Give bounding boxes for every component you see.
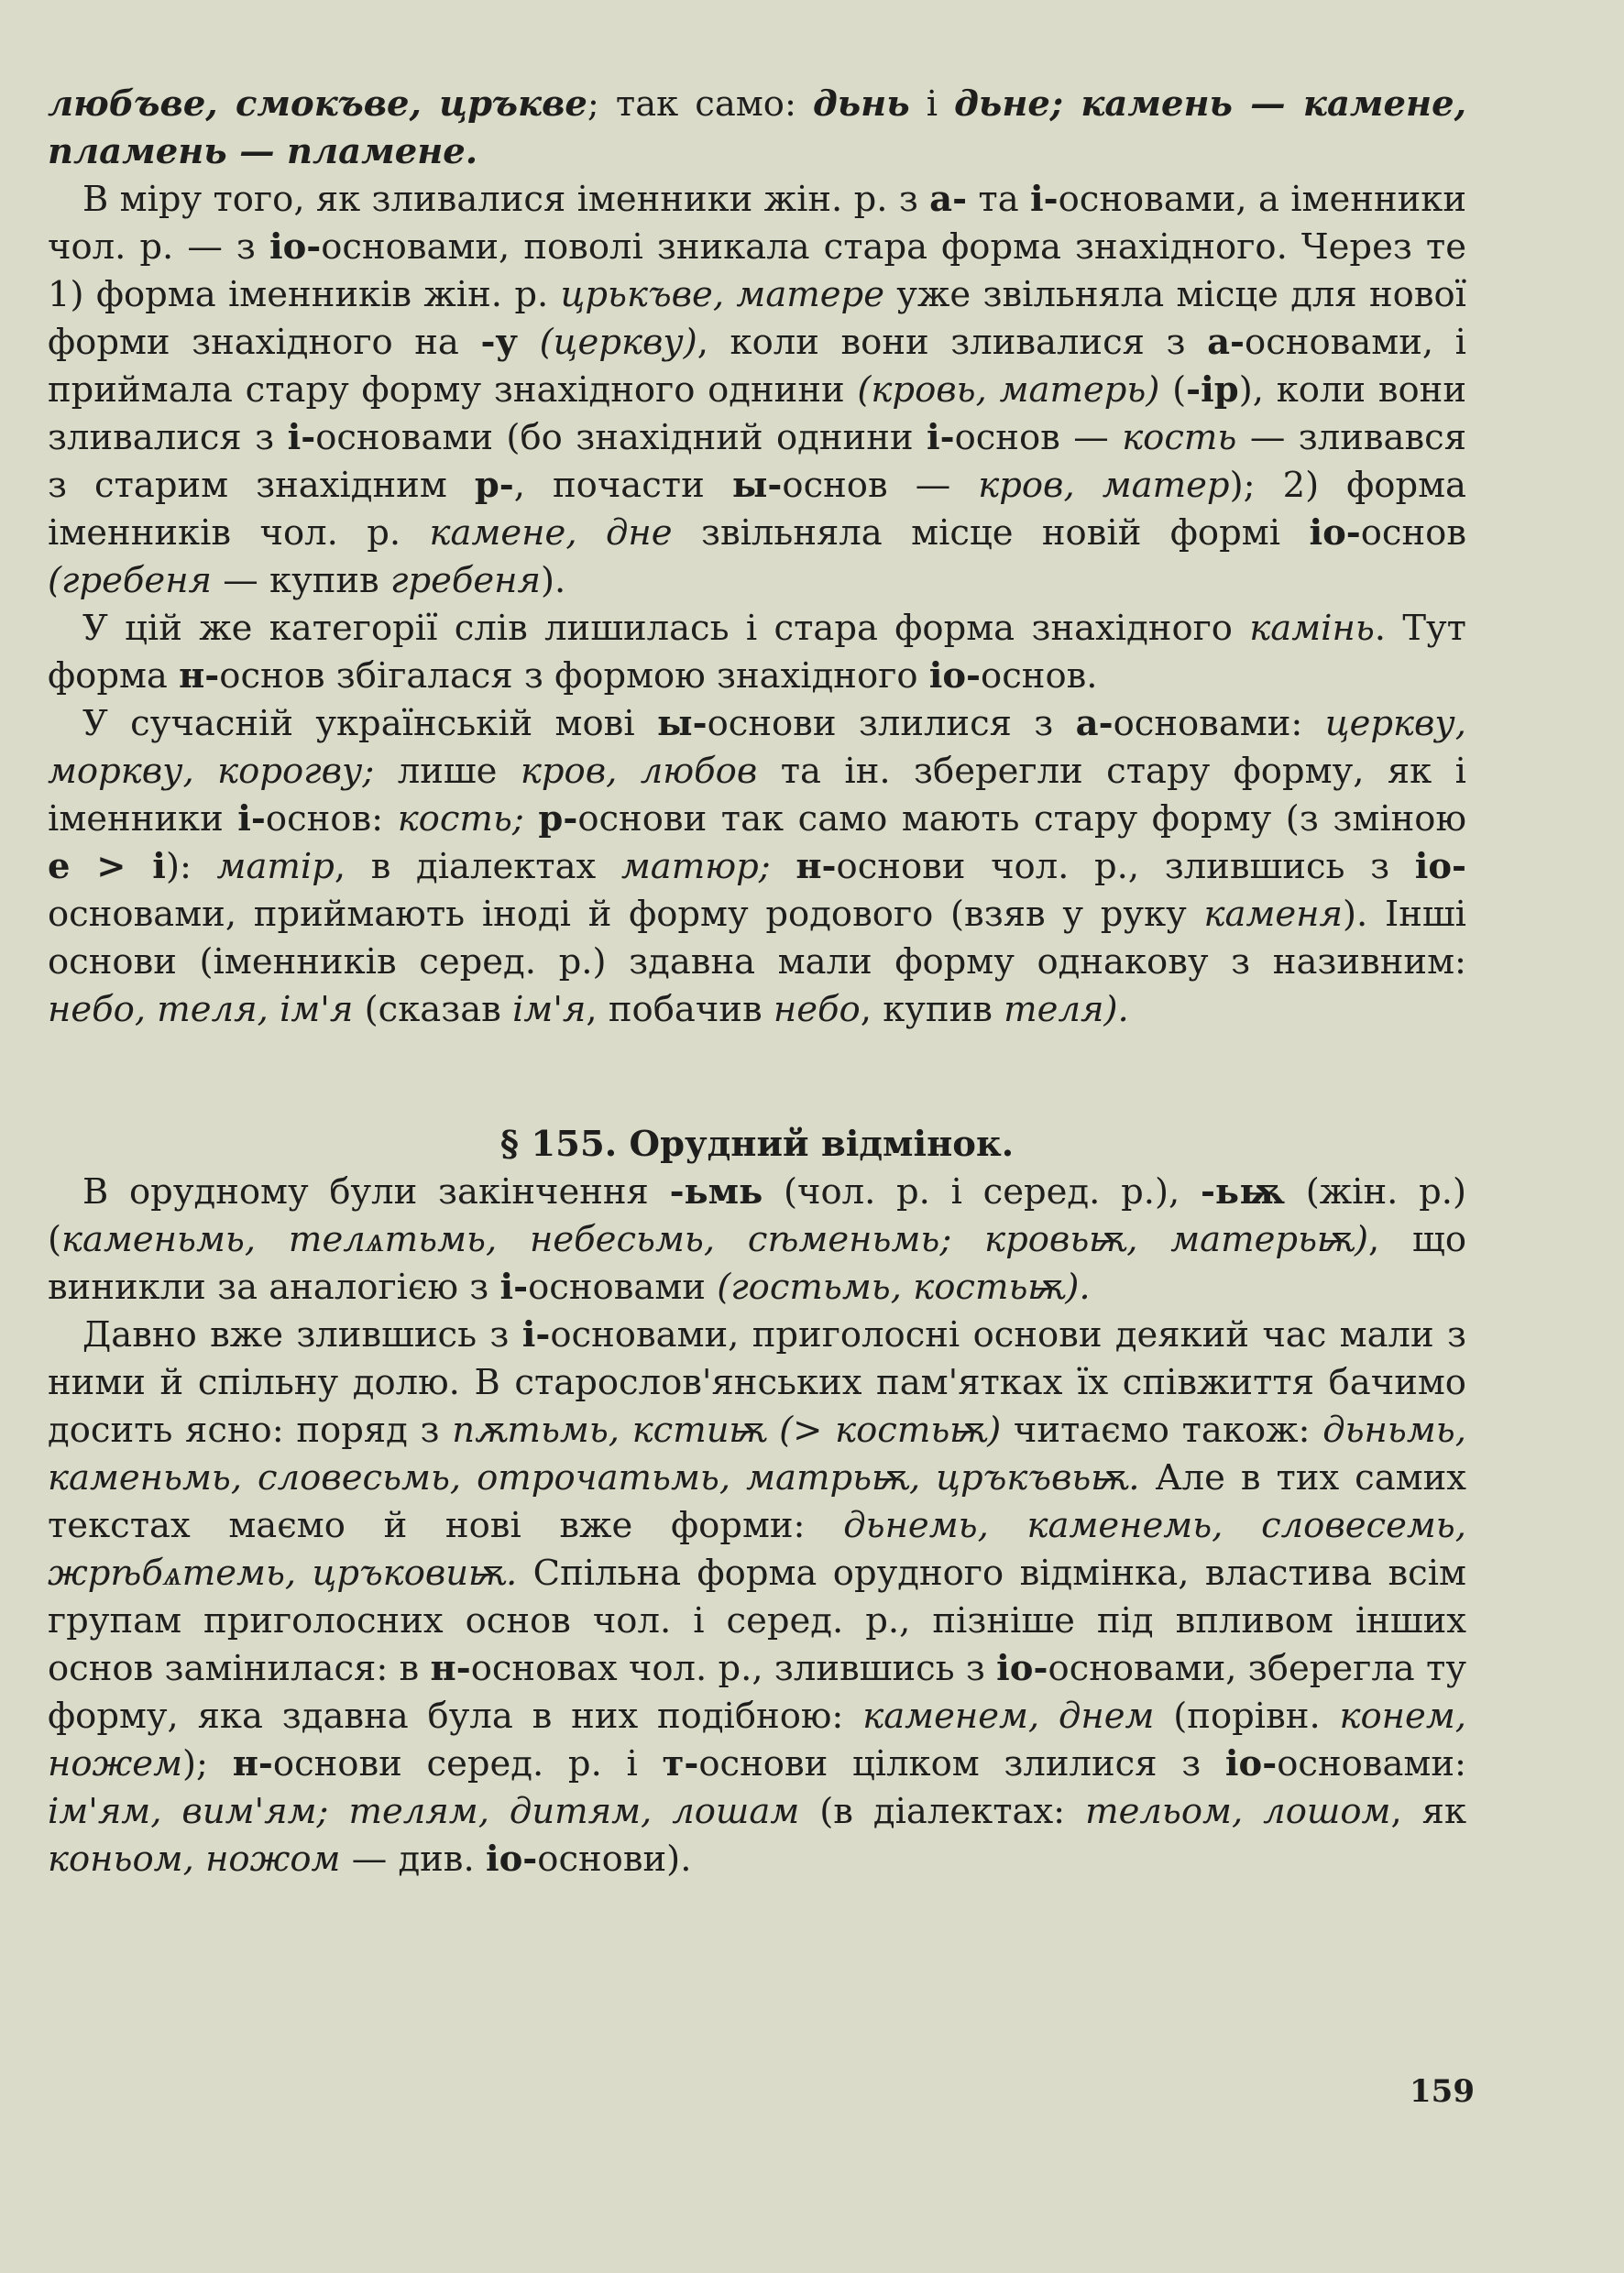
page-body [48, 81, 1466, 1883]
text-run: , як [1390, 1791, 1467, 1832]
text-run: основами, зберегла ту форму, яка здавна була в них подібною: [48, 1648, 1466, 1737]
text-run: іо- [269, 226, 322, 268]
text-run: р- [538, 798, 578, 840]
text-run: небо [773, 989, 861, 1030]
text-run: основ: [265, 798, 398, 840]
text-run: (гостьмь, костьѭ). [717, 1267, 1091, 1308]
text-run: камінь [1249, 608, 1375, 649]
text-run: і- [499, 1267, 529, 1308]
text-run: і- [926, 417, 955, 458]
text-run: кость; [397, 798, 539, 840]
text-run: В міру того, як зливалися іменники жін. р. з [82, 179, 930, 220]
text-run: ). [541, 560, 566, 601]
text-run: ). Інші основи (іменників серед. р.) здавна мали форму однакову з називним: [48, 894, 1466, 983]
text-run: У сучасній українській мові [82, 703, 658, 744]
text-run: ы- [657, 703, 708, 744]
text-run: кость [1122, 417, 1237, 458]
text-run: читаємо також: [1001, 1410, 1323, 1451]
text-run: основами [528, 1267, 718, 1308]
text-run: црькъве, матере [560, 274, 884, 315]
text-run: основи злилися з [707, 703, 1076, 744]
text-run: ( [1159, 369, 1187, 411]
text-run: основами (бо знахідний однини [315, 417, 927, 458]
text-run: , побачив [586, 989, 774, 1030]
paragraph-2 [48, 176, 1466, 605]
text-run: , коли вони зливалися з [697, 322, 1208, 363]
text-run: — купив [212, 560, 390, 601]
text-run: Але в тих самих текстах маємо й нові вже форми: [48, 1457, 1466, 1546]
text-run: теля). [1004, 989, 1129, 1030]
text-run: . Тут форма [48, 608, 1466, 697]
text-run: камене, дне [429, 512, 673, 554]
paragraph-3 [48, 605, 1466, 700]
text-run: Давно вже злившись з [82, 1314, 522, 1356]
page-number: 159 [1410, 2073, 1475, 2110]
text-run: матюр; [620, 846, 796, 887]
text-run: а- [1207, 322, 1245, 363]
text-run: іо- [1309, 512, 1361, 554]
text-run: матір [216, 846, 335, 887]
text-run: ы- [731, 465, 783, 506]
text-run: основи так само мають стару форму (з зміною [577, 798, 1466, 840]
text-run: н- [232, 1743, 273, 1784]
text-run: В орудному були закінчення [82, 1171, 670, 1213]
text-run: каменя [1203, 894, 1344, 935]
text-run: основ — [954, 417, 1123, 458]
section-heading: § 155. Орудний відмінок. [499, 1124, 1015, 1165]
text-run: основ збігалася з формою знахідного [219, 655, 929, 697]
text-run: (в діалектах: [799, 1791, 1086, 1832]
text-run: небо, теля, ім'я [48, 989, 354, 1030]
text-run: коньом, ножом [48, 1839, 341, 1880]
text-run [518, 322, 540, 363]
text-run: (чол. р. і серед. р.), [763, 1171, 1201, 1213]
text-run: а- [1075, 703, 1114, 744]
text-run: а- [929, 179, 968, 220]
text-run: — див. [340, 1839, 486, 1880]
text-run: (сказав [353, 989, 513, 1030]
text-run: іо- [485, 1839, 538, 1880]
text-run: е > і [48, 846, 166, 887]
text-run: конем, ножем [48, 1696, 1466, 1784]
text-run: дьнемь, каменемь, словесемь, жрѣбѧтемь, цръковиѭ. [48, 1505, 1466, 1594]
text-run: н- [430, 1648, 471, 1689]
text-run: каменьмь, телѧтьмь, небесьмь, сѣменьмь; кровьѭ, матерьѭ) [61, 1219, 1368, 1260]
text-run: основами, а іменники чол. р. — з [48, 179, 1466, 268]
text-run: основ — [782, 465, 979, 506]
text-run: , що виникли за аналогією з [48, 1219, 1466, 1308]
text-run: ); 2) форма іменників чол. р. [48, 465, 1467, 554]
text-run: основ. [981, 655, 1098, 697]
text-run: -у [480, 322, 519, 363]
text-run: — зливався з старим знахідним [48, 417, 1467, 506]
text-run: дьне; камень — камене, пламень — пламене. [48, 83, 1466, 172]
text-run: основами, і приймала стару форму знахідного однини [48, 322, 1466, 411]
text-run: ), коли вони зливалися з [48, 369, 1466, 458]
text-run: н- [796, 846, 837, 887]
text-run: ); [182, 1743, 233, 1784]
text-run: (церкву) [539, 322, 697, 363]
text-run: і [909, 83, 955, 125]
text-run: церкву, моркву, корогву; [48, 703, 1466, 792]
text-run: (кровь, матерь) [857, 369, 1160, 411]
text-run: (порівн. [1154, 1696, 1340, 1737]
text-run: звільняла місце новій формі [672, 512, 1310, 554]
text-run: -ьѭ [1200, 1171, 1286, 1213]
text-run: і- [1029, 179, 1059, 220]
text-run: кров, матер [978, 465, 1230, 506]
text-run: кров, любов [520, 751, 758, 792]
text-run: каменем, днем [862, 1696, 1155, 1737]
text-run: н- [179, 655, 220, 697]
text-run: дьнь [813, 83, 910, 125]
text-run: (жін. р.) ( [48, 1171, 1466, 1260]
text-run: -ір [1186, 369, 1239, 411]
text-run: іо- [1414, 846, 1467, 887]
text-run: та ін. зберегли стару форму, як і іменники [48, 751, 1466, 840]
text-run: ім'ям, вим'ям; телям, дитям, лошам [48, 1791, 800, 1832]
text-run: основи серед. р. і [272, 1743, 663, 1784]
text-run: і- [287, 417, 316, 458]
text-run: іо- [996, 1648, 1048, 1689]
text-run: -ьмь [669, 1171, 763, 1213]
text-run: уже звільняла місце для нової форми знахідного на [48, 274, 1466, 363]
text-run: іо- [928, 655, 982, 697]
text-run: основами: [1113, 703, 1325, 744]
text-run: пѫтьмь, кстиѭ (> костьѭ) [452, 1410, 1002, 1451]
text-run: р- [474, 465, 514, 506]
text-run: ім'я [512, 989, 587, 1030]
text-run: іо- [1224, 1743, 1278, 1784]
text-run: любъве, смокъве, цръкве [48, 83, 587, 125]
text-run: тельом, лошом [1085, 1791, 1391, 1832]
text-run: (гребеня [48, 560, 213, 601]
text-run: основ [1360, 512, 1466, 554]
text-run: і- [521, 1314, 551, 1356]
paragraph-1 [48, 81, 1466, 176]
text-run: основами: [1277, 1743, 1466, 1784]
text-run: основи). [537, 1839, 692, 1880]
text-run: ; так само: [587, 83, 814, 125]
text-run: гребеня [390, 560, 542, 601]
text-run: і- [237, 798, 266, 840]
paragraph-5 [48, 1169, 1466, 1312]
paragraph-6 [48, 1312, 1466, 1883]
text-run: , купив [860, 989, 1004, 1030]
text-run: основи цілком злилися з [698, 1743, 1225, 1784]
text-run: Спільна форма орудного відмінка, властива всім групам приголосних основ чол. і серед. р., пізніше під впливом інших основ замінилася: в [48, 1553, 1466, 1689]
text-run: дьньмь, каменьмь, словесьмь, отрочатьмь, матрьѭ, цръкъвьѭ. [48, 1410, 1466, 1499]
text-run: ): [165, 846, 217, 887]
text-run: , почасти [513, 465, 732, 506]
text-run: та [967, 179, 1030, 220]
text-run: основами, приголосні основи деякий час мали з ними й спільну долю. В старослов'янських пам'ятках їх співжиття бачимо досить ясно: поряд з [48, 1314, 1466, 1451]
text-run: основах чол. р., злившись з [470, 1648, 997, 1689]
text-run: , в діалектах [334, 846, 621, 887]
text-run: основами, приймають іноді й форму родового (взяв у руку [48, 894, 1204, 935]
text-run: лише [397, 751, 521, 792]
text-run: т- [662, 1743, 699, 1784]
paragraph-4 [48, 700, 1466, 1034]
text-run: У цій же категорії слів лишилась і стара форма знахідного [82, 608, 1250, 649]
text-run: основи чол. р., злившись з [836, 846, 1415, 887]
text-run: основами, поволі зникала стара форма знахідного. Через те 1) форма іменників жін. р. [48, 226, 1466, 315]
